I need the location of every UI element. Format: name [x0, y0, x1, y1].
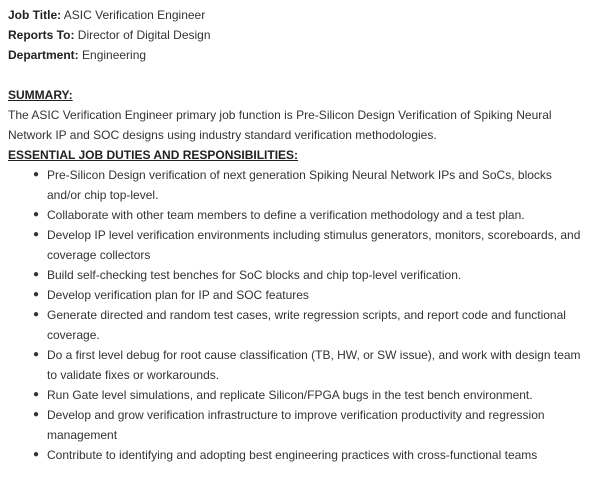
bullet-icon: ● — [33, 449, 40, 460]
duties-list — [8, 165, 589, 465]
bullet-icon: ● — [33, 389, 40, 400]
list-item — [33, 445, 589, 465]
duty-text: Develop verification plan for IP and SOC features — [47, 288, 309, 302]
section-spacer — [8, 65, 581, 85]
list-item — [33, 385, 589, 405]
duty-text: Develop IP level verification environments including stimulus generators, monitors, scoreboards, and coverage collectors — [47, 228, 581, 262]
reports-to-line — [8, 25, 581, 45]
list-item — [33, 285, 589, 305]
duty-text: Do a first level debug for root cause classification (TB, HW, or SW issue), and work with design team to validate fixes or workarounds. — [47, 348, 581, 382]
duties-heading: ESSENTIAL JOB DUTIES AND RESPONSIBILITIES: — [8, 148, 299, 162]
list-item — [33, 345, 589, 385]
duty-text: Build self-checking test benches for SoC blocks and chip top-level verification. — [47, 268, 462, 282]
job-title-line — [8, 5, 581, 25]
duty-text: Generate directed and random test cases, write regression scripts, and report code and functional coverage. — [47, 308, 566, 342]
list-item — [33, 165, 589, 205]
duty-text: Run Gate level simulations, and replicate Silicon/FPGA bugs in the test bench environment. — [47, 388, 533, 402]
summary-text: The ASIC Verification Engineer primary job function is Pre-Silicon Design Verification of Spiking Neural Network IP and SOC designs using industry standard verification methodologies. — [8, 108, 552, 142]
summary-heading: SUMMARY: — [8, 88, 73, 102]
department-value: Engineering — [78, 48, 147, 62]
department-line — [8, 45, 581, 65]
department-label: Department: — [8, 48, 79, 62]
list-item — [33, 225, 589, 265]
duty-text: Develop and grow verification infrastructure to improve verification productivity and regression management — [47, 408, 545, 442]
duty-text: Collaborate with other team members to define a verification methodology and a test plan. — [47, 208, 525, 222]
duty-text: Pre-Silicon Design verification of next generation Spiking Neural Network IPs and SoCs, blocks and/or chip top-level. — [47, 168, 552, 202]
bullet-icon: ● — [33, 209, 40, 220]
list-item — [33, 265, 589, 285]
duty-text: Contribute to identifying and adopting best engineering practices with cross-functional teams — [47, 448, 538, 462]
list-item — [33, 405, 589, 445]
bullet-icon: ● — [33, 349, 40, 360]
bullet-icon: ● — [33, 169, 40, 180]
reports-to-label: Reports To: — [8, 28, 75, 42]
list-item — [33, 205, 589, 225]
job-title-label: Job Title: — [8, 8, 62, 22]
list-item — [33, 305, 589, 345]
bullet-icon: ● — [33, 409, 40, 420]
reports-to-value: Director of Digital Design — [74, 28, 211, 42]
bullet-icon: ● — [33, 229, 40, 240]
bullet-icon: ● — [33, 309, 40, 320]
bullet-icon: ● — [33, 289, 40, 300]
bullet-icon: ● — [33, 269, 40, 280]
job-title-value: ASIC Verification Engineer — [61, 8, 206, 22]
